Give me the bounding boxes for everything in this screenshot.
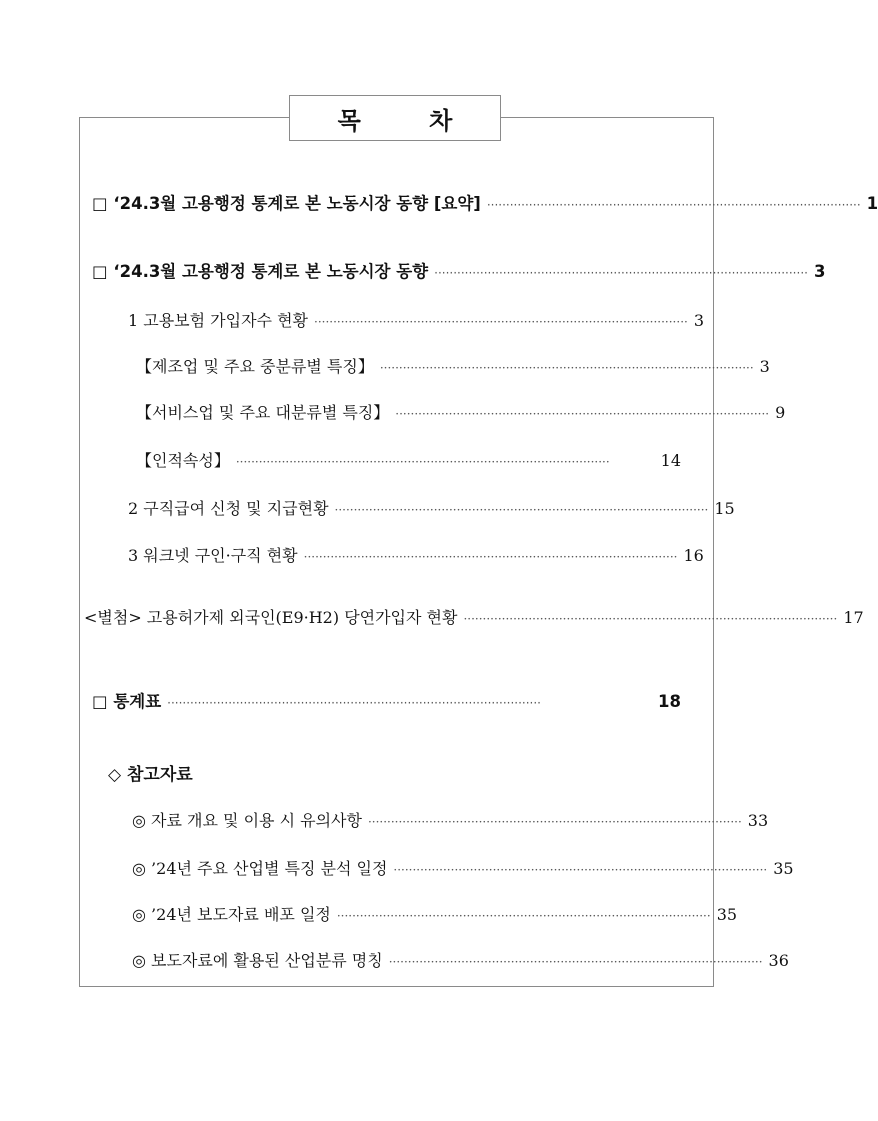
leader-dots: ·································································································· [463,612,838,626]
toc-entry-label: 2 구직급여 신청 및 지급현황 [128,499,329,518]
toc-entry-page: 14 [660,451,681,470]
toc-title: 목 차 [337,106,483,135]
toc-entry-page: 3 [693,311,705,330]
toc-title-box [289,95,501,141]
leader-dots: ·································································································· [393,863,768,877]
toc-entry-page: 16 [683,546,704,565]
leader-dots: ·································································································· [434,266,808,280]
toc-entry-reference[interactable] [132,902,738,925]
leader-dots: ·································································································· [395,407,770,421]
toc-entry-label: 【인적속성】 [136,451,230,470]
toc-entry-label: 1 고용보험 가입자수 현황 [128,311,308,330]
leader-dots: ·································································································· [167,696,541,710]
toc-entry-page: 18 [658,692,681,711]
toc-entry-section[interactable] [128,308,705,331]
toc-entry-reference[interactable] [132,948,789,971]
toc-entry-page: 9 [775,403,786,422]
toc-entry-page: 17 [843,608,864,627]
toc-entry-label: ◎ 보도자료에 활용된 산업분류 명칭 [132,951,383,970]
toc-entry-page: 35 [773,859,794,878]
toc-entry-summary[interactable] [92,190,878,214]
toc-entry-section[interactable] [136,354,770,377]
leader-dots: ·································································································· [336,909,711,923]
toc-entry-main[interactable] [92,258,826,282]
leader-dots: ·································································································· [235,455,610,469]
toc-entry-page: 1 [866,194,878,213]
leader-dots: ·································································································· [379,361,754,375]
leader-dots: ·································································································· [367,815,742,829]
leader-dots: ·································································································· [334,503,709,517]
reference-heading: ◇ 참고자료 [108,765,193,785]
toc-entry-page: 33 [747,811,769,830]
toc-entry-section[interactable] [136,400,786,423]
toc-entry-label: 【제조업 및 주요 중분류별 특징】 [136,357,374,376]
toc-entry-label: □ ‘24.3월 고용행정 통계로 본 노동시장 동향 [92,262,429,281]
toc-entry-section[interactable] [136,448,681,471]
toc-entry-attachment[interactable] [84,605,864,628]
toc-entry-label: 【서비스업 및 주요 대분류별 특징】 [136,403,390,422]
leader-dots: ·································································································· [303,550,678,564]
leader-dots: ·································································································· [486,198,861,212]
toc-entry-page: 35 [716,905,738,924]
toc-entry-label: □ 통계표 [92,692,162,711]
toc-entry-stats[interactable] [92,688,681,712]
toc-entry-page: 3 [813,262,826,281]
toc-entry-label: ◎ 자료 개요 및 이용 시 유의사항 [132,811,362,830]
toc-entry-page: 15 [714,499,735,518]
toc-entry-label: <별첨> 고용허가제 외국인(E9·H2) 당연가입자 현황 [84,608,458,627]
toc-entry-label: ◎ ’24년 주요 산업별 특징 분석 일정 [132,859,388,878]
toc-entry-section[interactable] [128,543,704,566]
toc-entry-section[interactable] [128,496,735,519]
toc-entry-page: 3 [759,357,770,376]
toc-entry-reference[interactable] [132,856,794,879]
toc-entry-reference[interactable] [132,808,769,831]
toc-entry-label: □ ‘24.3월 고용행정 통계로 본 노동시장 동향 [요약] [92,194,481,213]
leader-dots: ·································································································· [314,315,688,329]
toc-entry-label: ◎ ’24년 보도자료 배포 일정 [132,905,331,924]
toc-entry-page: 36 [768,951,789,970]
leader-dots: ·································································································· [388,955,763,969]
toc-entry-label: 3 워크넷 구인·구직 현황 [128,546,298,565]
